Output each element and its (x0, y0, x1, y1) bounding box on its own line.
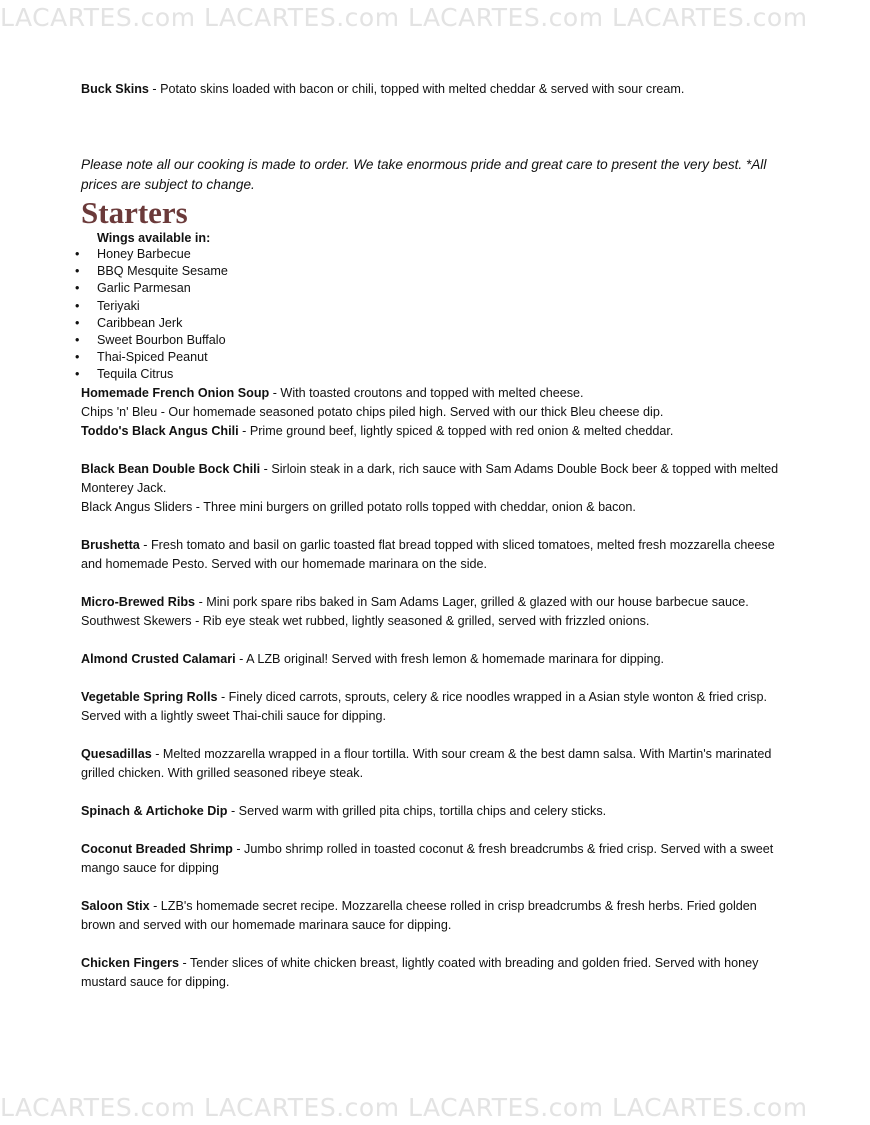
spacer (81, 821, 793, 840)
item-description: - Finely diced carrots, sprouts, celery & rice noodles wrapped in a Asian style wonton & fried crisp. Served with a lightly sweet Thai-chili sauce for dipping. (81, 689, 767, 723)
spacer (81, 726, 793, 745)
wing-flavor: • Sweet Bourbon Buffalo (81, 332, 793, 349)
item-description: - Mini pork spare ribs baked in Sam Adams Lager, grilled & glazed with our house barbecue sauce. (195, 594, 749, 609)
spacer (81, 99, 793, 155)
bullet-glyph: • (75, 281, 80, 296)
wing-flavor: • BBQ Mesquite Sesame (81, 263, 793, 280)
item-name: Quesadillas (81, 746, 152, 761)
bullet-glyph: • (75, 264, 80, 279)
item-name: Toddo's Black Angus Chili (81, 423, 239, 438)
menu-item-coconut-breaded-shrimp (81, 840, 793, 878)
spacer (81, 935, 793, 954)
menu-item-black-angus-chili (81, 422, 793, 441)
spacer (81, 783, 793, 802)
item-name: Black Bean Double Bock Chili (81, 461, 261, 476)
watermark-bottom: LACARTES.com LACARTES.com LACARTES.com LACARTES.com (0, 1093, 808, 1122)
menu-item-saloon-stix (81, 897, 793, 935)
item-description: - Sirloin steak in a dark, rich sauce with Sam Adams Double Bock beer & topped with melted Monterey Jack. (81, 461, 779, 495)
wings-list (75, 246, 793, 384)
item-name: Almond Crusted Calamari (81, 651, 236, 666)
bullet-glyph: • (75, 367, 80, 382)
item-description: - Tender slices of white chicken breast, lightly coated with breading and golden fried. Served with honey mustard sauce for dipping. (81, 955, 759, 989)
item-name: Chicken Fingers (81, 955, 179, 970)
item-description: - Melted mozzarella wrapped in a flour tortilla. With sour cream & the best damn salsa. With Martin's marinated grilled chicken. With grilled seasoned ribeye steak. (81, 746, 772, 780)
bullet-glyph: • (75, 247, 80, 261)
menu-item-double-bock-chili (81, 460, 793, 498)
bullet-glyph: • (75, 350, 80, 365)
wing-flavor: • Caribbean Jerk (81, 315, 793, 332)
item-name: Vegetable Spring Rolls (81, 689, 218, 704)
bullet-glyph: • (75, 333, 80, 348)
menu-item-chips-n-bleu: Chips 'n' Bleu - Our homemade seasoned potato chips piled high. Served with our thick Bleu cheese dip. (81, 404, 664, 419)
bullet-glyph: • (75, 315, 80, 330)
wing-flavor: • Tequila Citrus (81, 366, 793, 383)
menu-item-brushetta (81, 536, 793, 574)
menu-item-quesadillas (81, 745, 793, 783)
item-description: - Served warm with grilled pita chips, tortilla chips and celery sticks. (227, 803, 607, 818)
wing-flavor: • Honey Barbecue (81, 246, 793, 263)
item-name: Micro-Brewed Ribs (81, 594, 196, 609)
section-title-starters: Starters (81, 195, 188, 230)
menu-item-almond-crusted-calamari (81, 650, 793, 669)
menu-item-chicken-fingers (81, 954, 793, 992)
menu-note: Please note all our cooking is made to order. We take enormous pride and great care to present the very best. *All prices are subject to change. (81, 157, 767, 192)
item-description: - Fresh tomato and basil on garlic toasted flat bread topped with sliced tomatoes, melted fresh mozzarella cheese and homemade Pesto. Served with our homemade marinara on the side. (81, 537, 775, 571)
spacer (81, 631, 793, 650)
menu-item-vegetable-spring-rolls (81, 688, 793, 726)
item-name: Spinach & Artichoke Dip (81, 803, 228, 818)
item-name: Buck Skins (81, 82, 149, 96)
spacer (81, 441, 793, 460)
item-description: - Potato skins loaded with bacon or chili, topped with melted cheddar & served with sour cream. (148, 82, 685, 96)
item-description: - A LZB original! Served with fresh lemon & homemade marinara for dipping. (235, 651, 665, 666)
watermark-top: LACARTES.com LACARTES.com LACARTES.com LACARTES.com (0, 3, 808, 32)
menu-page (75, 80, 793, 992)
spacer (81, 517, 793, 536)
item-description: - Jumbo shrimp rolled in toasted coconut & fresh breadcrumbs & fried crisp. Served with a sweet mango sauce for dipping (81, 841, 774, 875)
menu-item-buck-skins (81, 80, 793, 99)
wing-flavor: • Thai-Spiced Peanut (81, 349, 793, 366)
menu-item-southwest-skewers: Southwest Skewers - Rib eye steak wet rubbed, lightly seasoned & grilled, served with frizzled onions. (81, 613, 650, 628)
bullet-glyph: • (75, 298, 80, 313)
item-name: Homemade French Onion Soup (81, 385, 270, 400)
menu-item-micro-brewed-ribs (81, 593, 793, 612)
spacer (81, 878, 793, 897)
item-description: - With toasted croutons and topped with melted cheese. (269, 385, 584, 400)
item-description: - Prime ground beef, lightly spiced & topped with red onion & melted cheddar. (238, 423, 674, 438)
spacer (81, 574, 793, 593)
menu-item-spinach-artichoke-dip (81, 802, 793, 821)
wings-title: Wings available in: (97, 231, 211, 245)
item-name: Saloon Stix (81, 898, 150, 913)
wing-flavor: • Garlic Parmesan (81, 280, 793, 297)
item-name: Coconut Breaded Shrimp (81, 841, 233, 856)
item-description: - LZB's homemade secret recipe. Mozzarella cheese rolled in crisp breadcrumbs & fresh herbs. Fried golden brown and served with our homemade marinara sauce for dipping. (81, 898, 757, 932)
menu-item-black-angus-sliders: Black Angus Sliders - Three mini burgers on grilled potato rolls topped with cheddar, onion & bacon. (81, 499, 636, 514)
wing-flavor: • Teriyaki (81, 298, 793, 315)
menu-item-french-onion-soup (81, 384, 793, 403)
spacer (81, 669, 793, 688)
item-name: Brushetta (81, 537, 140, 552)
